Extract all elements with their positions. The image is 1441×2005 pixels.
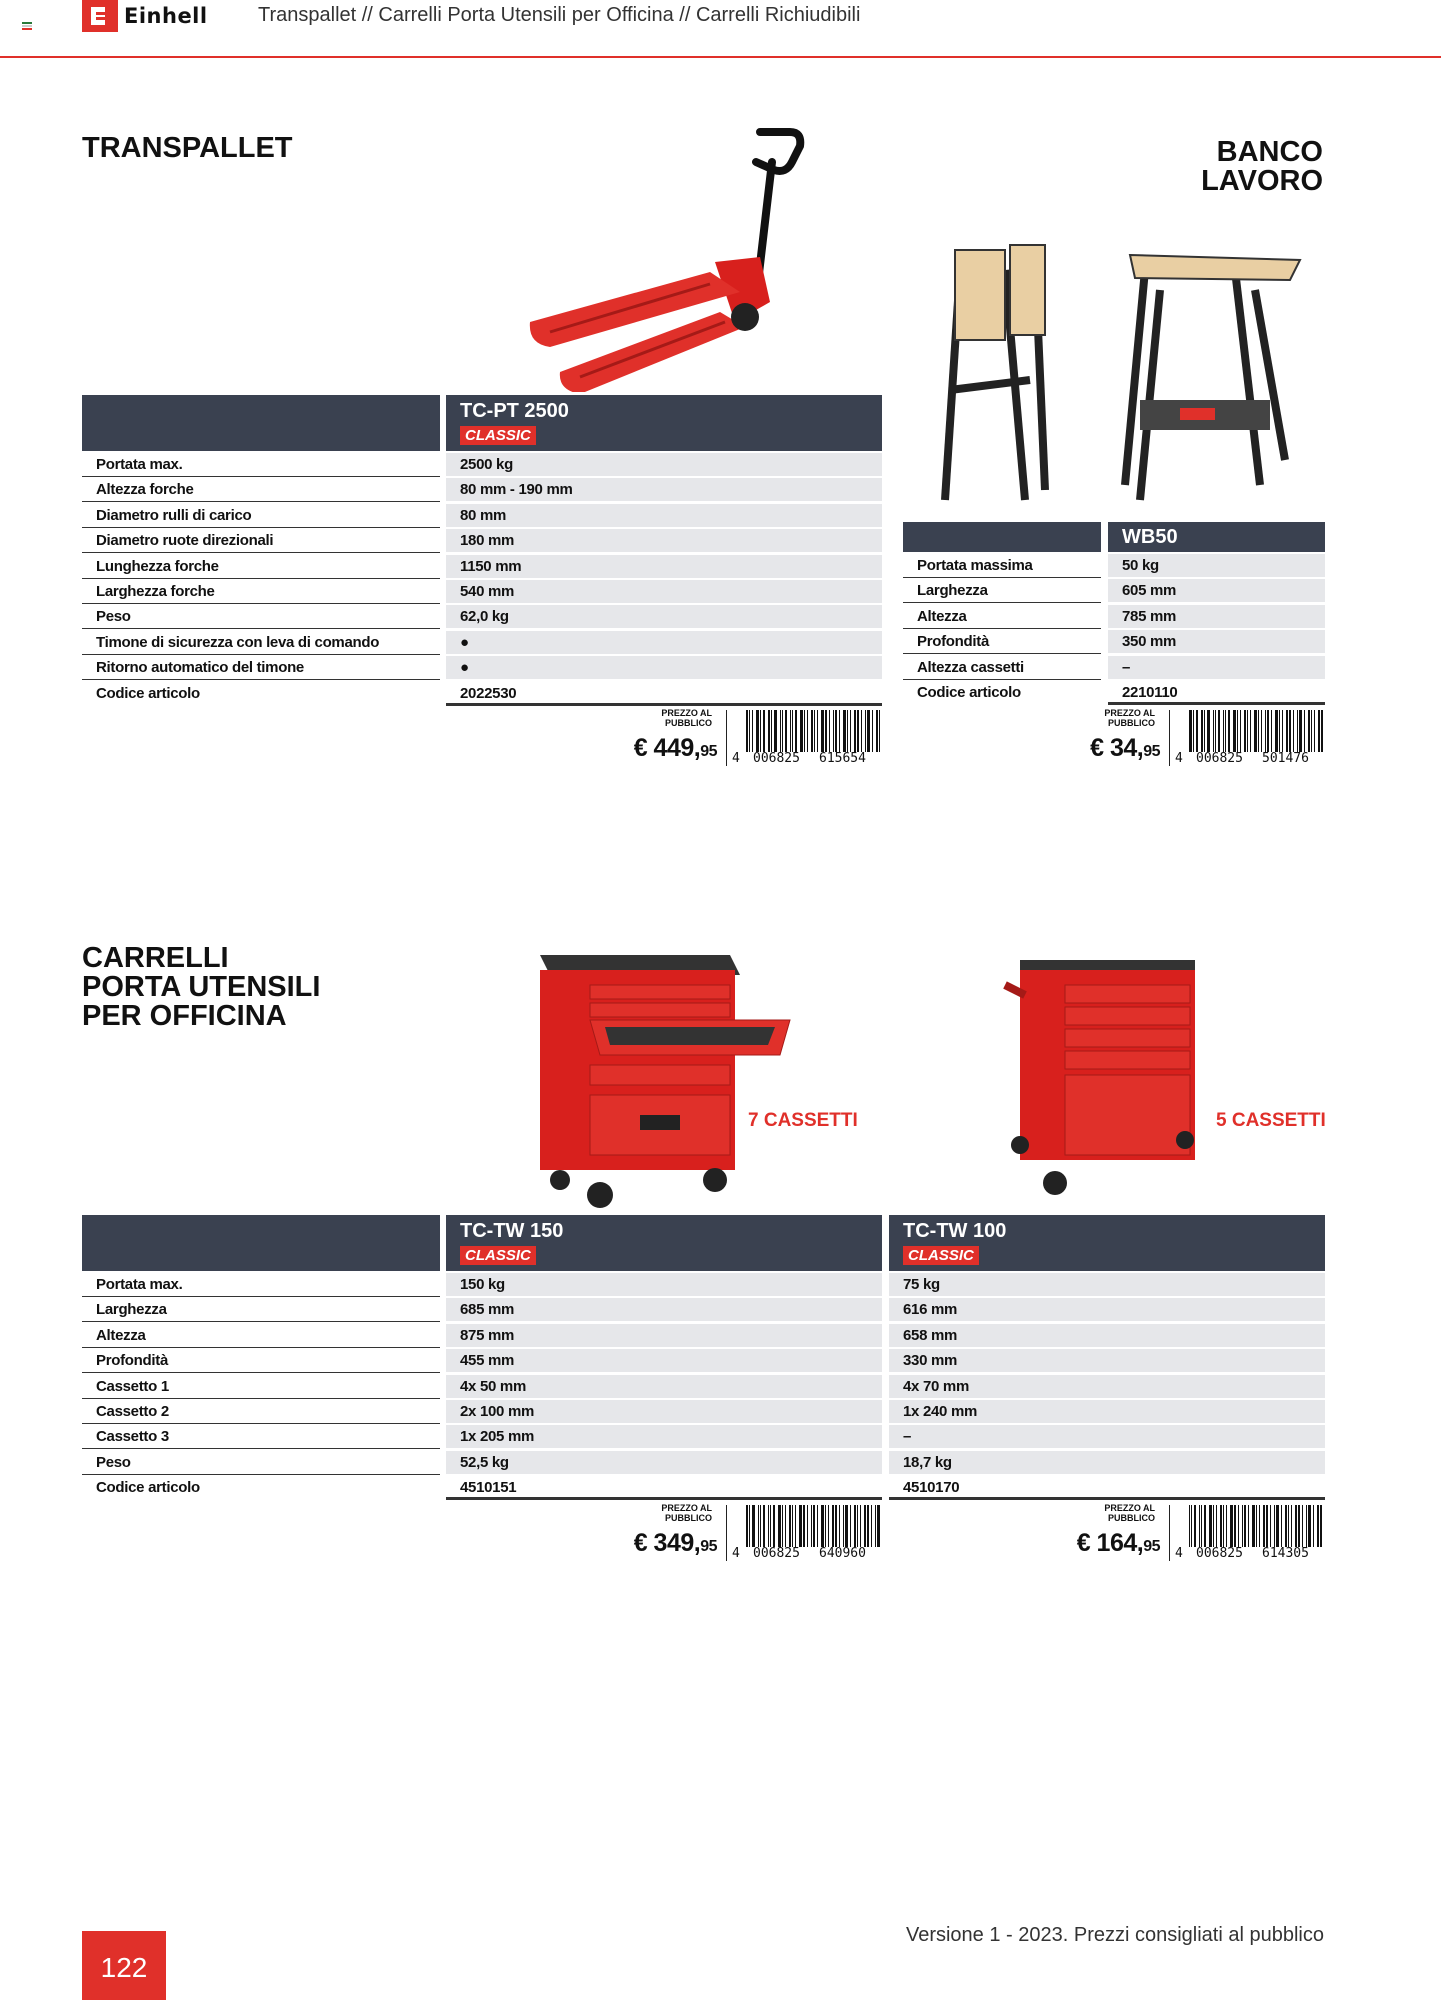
model-name: TC-TW 150 — [460, 1220, 564, 1242]
spec-label: Larghezza — [82, 1298, 440, 1322]
prezzo-label: PREZZO AL PUBBLICO — [661, 708, 712, 728]
cassetti-5-label: 5 CASSETTI — [1216, 1110, 1326, 1131]
barcode: 4 006825 614305 — [1175, 1505, 1325, 1561]
spec-value: 62,0 kg — [446, 605, 882, 629]
spec-value: 4x 70 mm — [889, 1375, 1325, 1399]
spec-label: Portata max. — [82, 453, 440, 477]
breadcrumb: Transpallet // Carrelli Porta Utensili per Officina // Carrelli Richiudibili — [258, 4, 861, 26]
carrelli-title: CARRELLI PORTA UTENSILI PER OFFICINA — [82, 942, 321, 1032]
spec-label: Peso — [82, 1451, 440, 1475]
spec-label: Cassetto 1 — [82, 1375, 440, 1399]
banco-price-box — [1085, 708, 1325, 768]
spec-label: Codice articolo — [96, 1479, 200, 1497]
transpallet-spec-table — [82, 395, 882, 705]
spec-value: 150 kg — [446, 1273, 882, 1297]
spec-value: 1x 205 mm — [446, 1425, 882, 1449]
spec-label: Altezza — [82, 1324, 440, 1348]
spec-value: 1x 240 mm — [889, 1400, 1325, 1424]
spec-label: Portata max. — [82, 1273, 440, 1297]
barcode: 4 006825 640960 — [732, 1505, 882, 1561]
page-number: 122 — [82, 1931, 166, 2000]
banco-spec-table — [903, 522, 1325, 708]
barcode: 4 006825 501476 — [1175, 710, 1325, 766]
spec-value: 4x 50 mm — [446, 1375, 882, 1399]
spec-value: 455 mm — [446, 1349, 882, 1373]
footer-version-text: Versione 1 - 2023. Prezzi consigliati al pubblico — [905, 1924, 1324, 1946]
model-header-cell — [446, 395, 882, 451]
prezzo-label: PREZZO AL PUBBLICO — [1104, 1503, 1155, 1523]
brand-name: Einhell — [124, 4, 208, 28]
spec-value: 540 mm — [446, 580, 882, 604]
label-header-cell — [903, 522, 1101, 552]
spec-value: 685 mm — [446, 1298, 882, 1322]
spec-label: Cassetto 3 — [82, 1425, 440, 1449]
spec-value: 785 mm — [1108, 605, 1325, 629]
label-header-cell — [82, 395, 440, 451]
model-name: WB50 — [1122, 526, 1178, 548]
spec-value: 350 mm — [1108, 630, 1325, 654]
prezzo-label: PREZZO AL PUBBLICO — [661, 1503, 712, 1523]
spec-value: 2022530 — [446, 682, 882, 706]
carrelli-spec-table — [82, 1215, 1325, 1505]
classic-badge: CLASSIC — [460, 1246, 536, 1265]
price: € 449,95 — [633, 734, 717, 762]
spec-label: Peso — [82, 605, 440, 629]
spec-value: 875 mm — [446, 1324, 882, 1348]
spec-value: 1150 mm — [446, 555, 882, 579]
tool-trolley-5-drawers-image — [1000, 955, 1210, 1200]
model-header-cell — [1108, 522, 1325, 552]
einhell-logo-icon — [82, 0, 118, 32]
spec-value: 80 mm - 190 mm — [446, 478, 882, 502]
model-name: TC-TW 100 — [903, 1220, 1007, 1242]
spec-value: 50 kg — [1108, 554, 1325, 578]
spec-value: 4510151 — [446, 1476, 882, 1500]
spec-value: ● — [446, 656, 882, 680]
spec-label: Altezza — [903, 605, 1101, 629]
spec-label: Larghezza forche — [82, 580, 440, 604]
spec-value: 616 mm — [889, 1298, 1325, 1322]
label-header-cell — [82, 1215, 440, 1271]
spec-label: Portata massima — [903, 554, 1101, 578]
classic-badge: CLASSIC — [903, 1246, 979, 1265]
spec-label: Larghezza — [903, 579, 1101, 603]
top-bar — [0, 0, 1441, 58]
spec-value: 180 mm — [446, 529, 882, 553]
workbench-image — [935, 230, 1315, 510]
spec-value: ● — [446, 631, 882, 655]
model-name: TC-PT 2500 — [460, 400, 569, 422]
spec-value: 2x 100 mm — [446, 1400, 882, 1424]
spec-value: 4510170 — [889, 1476, 1325, 1500]
spec-value: 330 mm — [889, 1349, 1325, 1373]
spec-label: Codice articolo — [96, 684, 200, 702]
price: € 164,95 — [1076, 1529, 1160, 1557]
barcode: 4 006825 615654 — [732, 710, 882, 766]
tool-trolley-7-drawers-image — [530, 945, 795, 1210]
spec-value: 18,7 kg — [889, 1451, 1325, 1475]
spec-label: Timone di sicurezza con leva di comando — [82, 631, 440, 655]
spec-label: Lunghezza forche — [82, 555, 440, 579]
tw150-header-cell — [446, 1215, 882, 1271]
price: € 349,95 — [633, 1529, 717, 1557]
spec-value: – — [1108, 656, 1325, 680]
tw100-price-box — [1076, 1503, 1325, 1563]
spec-value: 75 kg — [889, 1273, 1325, 1297]
spec-value: 80 mm — [446, 504, 882, 528]
spec-label: Profondità — [903, 630, 1101, 654]
spec-value: 658 mm — [889, 1324, 1325, 1348]
classic-badge: CLASSIC — [460, 426, 536, 445]
pallet-truck-image — [520, 122, 810, 392]
tw150-price-box — [633, 1503, 882, 1563]
spec-value: 2210110 — [1108, 681, 1325, 705]
transpallet-price-box — [633, 708, 882, 768]
einhell-logo — [82, 0, 208, 32]
prezzo-label: PREZZO AL PUBBLICO — [1104, 708, 1155, 728]
spec-label: Ritorno automatico del timone — [82, 656, 440, 680]
spec-value: – — [889, 1425, 1325, 1449]
spec-label: Profondità — [82, 1349, 440, 1373]
spec-label: Cassetto 2 — [82, 1400, 440, 1424]
tw100-header-cell — [889, 1215, 1325, 1271]
spec-value: 2500 kg — [446, 453, 882, 477]
banco-lavoro-title: BANCO LAVORO — [1201, 136, 1323, 197]
price: € 34,95 — [1090, 734, 1160, 762]
spec-value: 52,5 kg — [446, 1451, 882, 1475]
cassetti-7-label: 7 CASSETTI — [748, 1110, 858, 1131]
spec-label: Altezza forche — [82, 478, 440, 502]
italy-flag-icon — [22, 22, 32, 30]
spec-label: Altezza cassetti — [903, 656, 1101, 680]
spec-label: Diametro rulli di carico — [82, 504, 440, 528]
transpallet-title: TRANSPALLET — [82, 132, 293, 164]
spec-label: Diametro ruote direzionali — [82, 529, 440, 553]
spec-label: Codice articolo — [917, 684, 1021, 701]
spec-value: 605 mm — [1108, 579, 1325, 603]
